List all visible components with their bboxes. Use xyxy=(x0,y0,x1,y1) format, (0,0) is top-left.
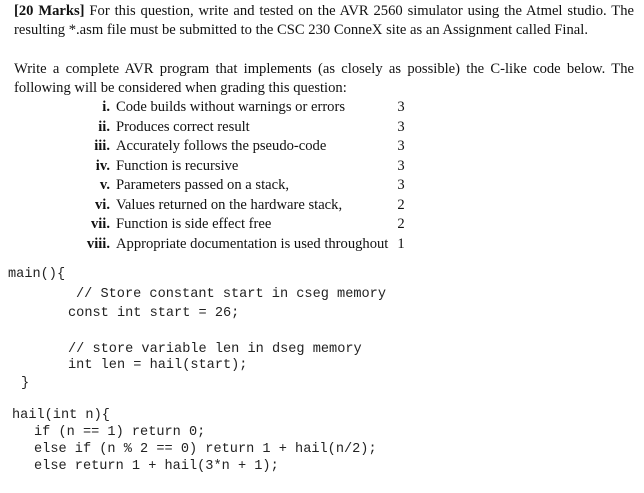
criterion-number: viii. xyxy=(86,235,110,252)
criterion-row xyxy=(0,176,644,195)
criterion-row xyxy=(0,98,644,117)
grading-instructions: Write a complete AVR program that implements (as closely as possible) the C-like code below. The following will be considered when grading this question: xyxy=(14,61,634,96)
marks-label: [20 Marks] xyxy=(14,3,85,19)
criterion-points: 3 xyxy=(397,99,405,115)
criterion-number: vi. xyxy=(95,196,110,213)
criterion-text: Function is side effect free xyxy=(116,216,272,232)
criterion-number: iii. xyxy=(94,138,110,154)
criterion-row xyxy=(0,235,644,254)
criterion-points: 1 xyxy=(397,235,405,252)
criterion-text: Appropriate documentation is used throughout xyxy=(116,235,389,252)
code-main-open: main(){ xyxy=(8,267,66,282)
code-else-if-even: else if (n % 2 == 0) return 1 + hail(n/2); xyxy=(34,442,377,457)
criterion-number: vii. xyxy=(90,216,110,232)
code-const-start: const int start = 26; xyxy=(68,306,240,321)
code-else-odd: else return 1 + hail(3*n + 1); xyxy=(34,459,279,474)
criterion-row xyxy=(0,137,644,156)
criterion-points: 3 xyxy=(397,118,405,135)
criterion-text: Produces correct result xyxy=(116,118,250,135)
code-hail-open: hail(int n){ xyxy=(12,408,110,423)
criterion-number: v. xyxy=(99,177,110,193)
criterion-row xyxy=(0,196,644,215)
code-len-assign: int len = hail(start); xyxy=(68,358,248,373)
criterion-number: ii. xyxy=(98,118,110,135)
code-comment-dseg: // store variable len in dseg memory xyxy=(68,342,362,357)
criterion-text: Parameters passed on a stack, xyxy=(116,177,290,193)
criterion-row xyxy=(0,157,644,176)
criterion-points: 2 xyxy=(397,196,405,213)
code-main-close: } xyxy=(21,376,30,391)
criterion-text: Code builds without warnings or errors xyxy=(116,99,346,115)
criterion-row xyxy=(0,118,644,137)
criterion-text: Function is recursive xyxy=(116,157,239,174)
code-comment-cseg: // Store constant start in cseg memory xyxy=(76,287,386,302)
criterion-points: 2 xyxy=(397,216,405,232)
criterion-row xyxy=(0,215,644,234)
criterion-number: iv. xyxy=(95,157,110,174)
assignment-intro xyxy=(14,2,634,40)
criterion-text: Accurately follows the pseudo-code xyxy=(116,138,327,154)
criterion-text: Values returned on the hardware stack, xyxy=(116,196,343,213)
criterion-points: 3 xyxy=(397,138,405,154)
criterion-number: i. xyxy=(102,99,110,115)
criterion-points: 3 xyxy=(397,157,405,174)
code-if-base-case: if (n == 1) return 0; xyxy=(34,425,206,440)
intro-text: For this question, write and tested on the AVR 2560 simulator using the Atmel studio. The resulting *.asm file must be submitted to the CSC 230 ConneX site as an Assignment called Final. xyxy=(14,3,634,38)
criterion-points: 3 xyxy=(397,177,405,193)
